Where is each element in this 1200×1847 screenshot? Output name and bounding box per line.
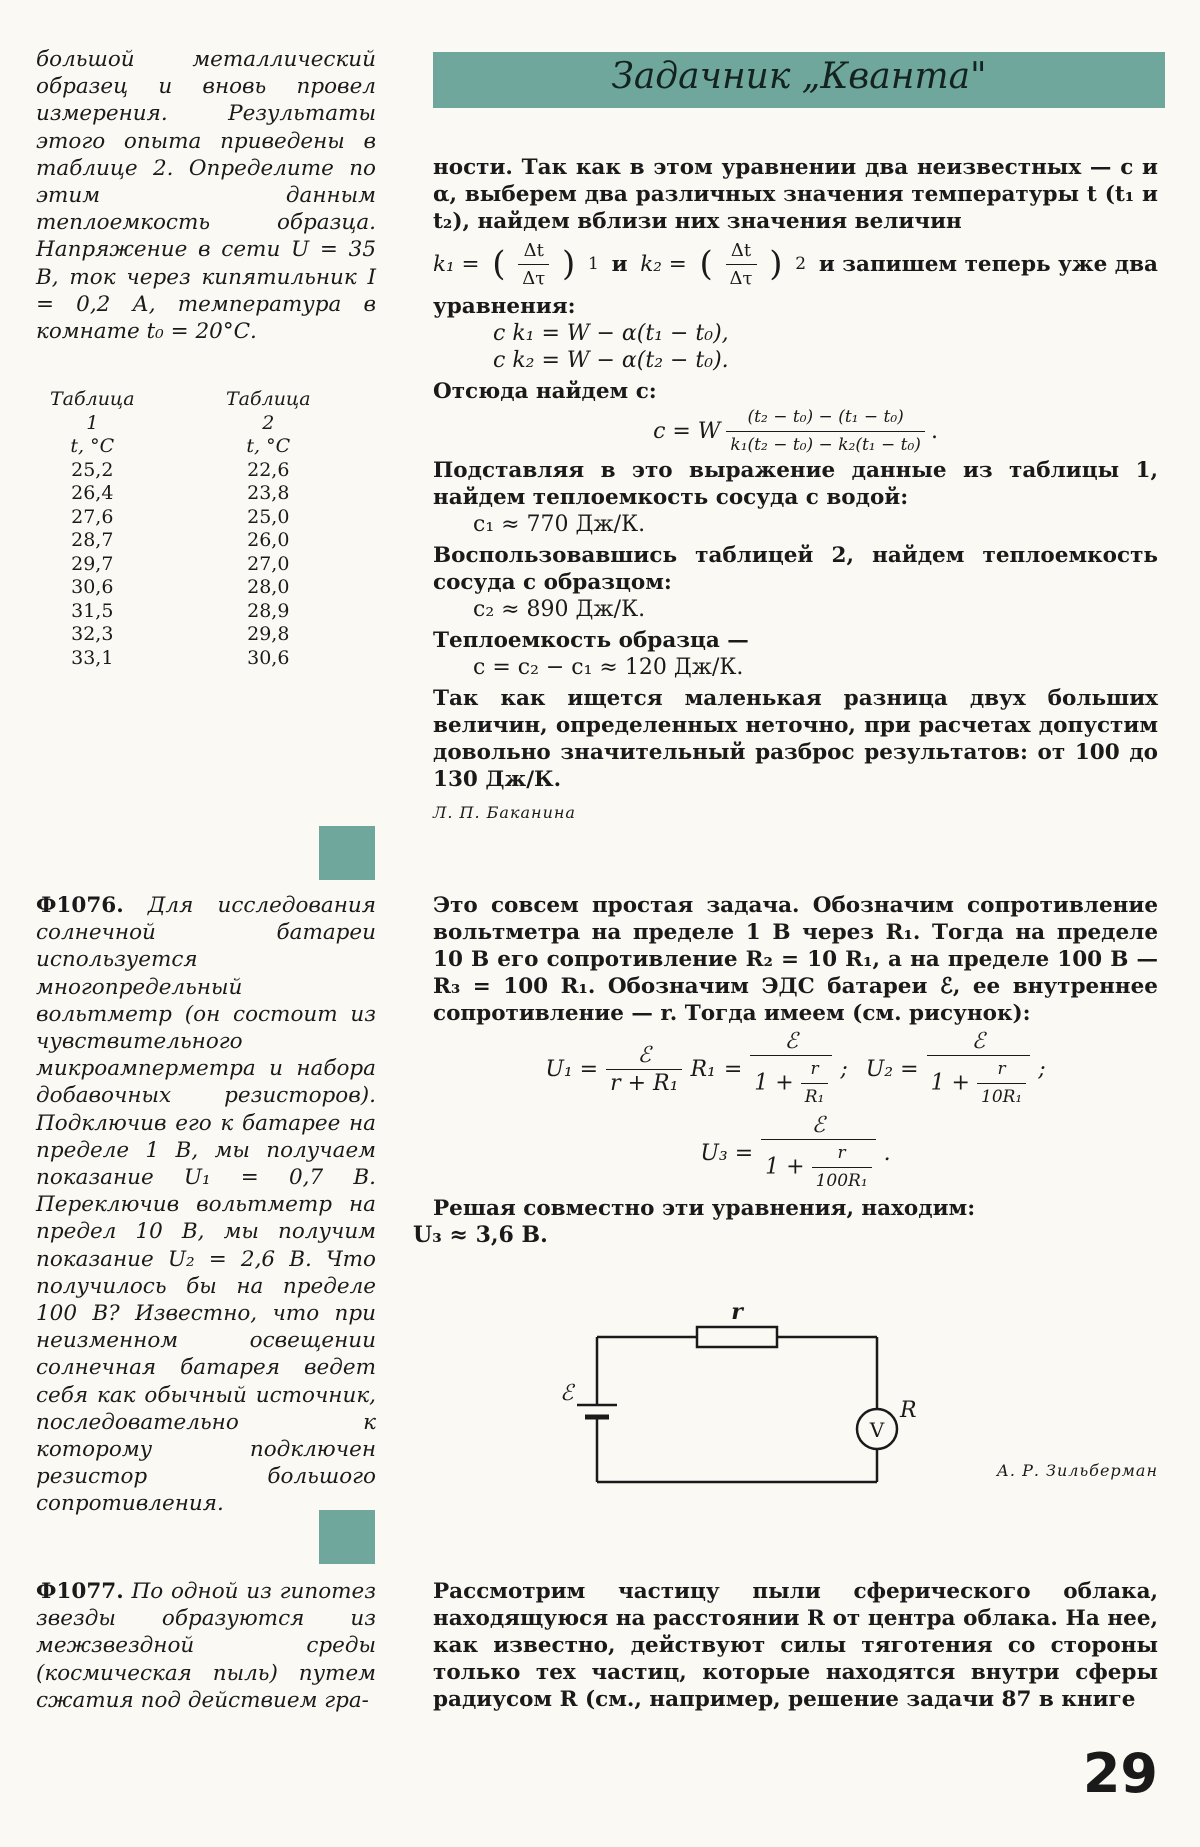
- table-2-cell: 27,0: [247, 552, 290, 575]
- equation: c k₂ = W − α(t₂ − t₀).: [493, 348, 729, 373]
- k2-label: k₂ =: [640, 251, 687, 277]
- table-1-cell: 30,6: [71, 576, 114, 598]
- table-2: [226, 388, 311, 670]
- table-2-cell: 22,6: [247, 458, 290, 481]
- emf-label: ℰ: [560, 1381, 574, 1406]
- author-signature: А. Р. Зильберман: [996, 1461, 1158, 1480]
- table-1: [50, 388, 135, 670]
- table-2-cell: 26,0: [247, 529, 290, 551]
- paragraph: Решая совместно эти уравнения, находим:: [433, 1196, 976, 1221]
- table-2-cell: 25,0: [247, 505, 290, 528]
- paragraph: Отсюда найдем c:: [433, 379, 657, 404]
- voltmeter-label: V: [869, 1418, 885, 1442]
- paragraph: Рассмотрим частицу пыли сферического облака, находящуюся на расстоянии R от центра облака. На нее, как известно, действуют силы тяготения со стороны только тех частиц, которые находятся внутри сферы радиусом R (см., например, решение задачи 87 в книге: [433, 1579, 1158, 1712]
- table-1-cell: 28,7: [71, 529, 114, 551]
- solution-heat-capacity: [433, 154, 1158, 826]
- table-2-title: Таблица 2: [226, 388, 311, 434]
- table-2-cell: 23,8: [247, 482, 290, 504]
- table-1-cell: 29,7: [71, 552, 114, 575]
- problem-number: Ф1077.: [36, 1579, 124, 1604]
- fraction-dt-dtau-2: $\frac{\Delta t}{\Delta\tau}$: [726, 237, 757, 292]
- table-1-cell: 27,6: [71, 505, 114, 528]
- equation-c: c = W $\frac{\text{(t₂ − t₀) − (t₁ − t₀)}}{\text{k₁(t₂ − t₀) − k₂(t₁ − t₀)}}$ .: [433, 405, 1158, 457]
- equation-u3: U₃ = ℰ 1 + $\frac{r}{\text{100R₁}}$ .: [700, 1112, 891, 1191]
- table-2-cell: 29,8: [247, 623, 290, 645]
- paragraph: уравнения:: [433, 294, 576, 319]
- paragraph: Теплоемкость образца —: [433, 628, 749, 653]
- equation: c k₁ = W − α(t₁ − t₀),: [493, 321, 729, 346]
- paragraph: Подставляя в это выражение данные из таблицы 1, найдем теплоемкость сосуда с водой:: [433, 458, 1158, 510]
- author-signature: Л. П. Баканина: [433, 803, 576, 822]
- k-definition-line: k₁ = ( $\frac{\Delta t}{\Delta\tau}$ ) 1 и k₂ = ( $\frac{\Delta t}{\Delta\tau}$ ) 2 и запишем теперь уже два: [433, 235, 1158, 293]
- section-header-band: [433, 52, 1165, 108]
- paragraph: Воспользовавшись таблицей 2, найдем теплоемкость сосуда с образцом:: [433, 543, 1158, 595]
- k-line-tail: и запишем теперь уже два: [818, 251, 1158, 277]
- paragraph: Так как ищется маленькая разница двух больших величин, определенных неточно, при расчетах допустим довольно значительный разброс результатов: от 100 до 130 Дж/К.: [433, 686, 1158, 792]
- solution-solar-battery: [413, 892, 1158, 1249]
- resistor-r: [697, 1327, 777, 1347]
- solution-dust-cloud: [433, 1578, 1158, 1713]
- table-1-cell: 32,3: [71, 623, 114, 645]
- section-marker: [319, 1510, 375, 1564]
- fraction-c: $\frac{\text{(t₂ − t₀) − (t₁ − t₀)}}{\text{k₁(t₂ − t₀) − k₂(t₁ − t₀)}}$: [726, 404, 925, 459]
- table-1-cell: 26,4: [71, 482, 114, 504]
- section-header-title: Задачник „Кванта": [611, 56, 987, 97]
- table-2-cell: 28,9: [247, 599, 290, 622]
- k1-label: k₁ =: [433, 251, 480, 277]
- problem-intro-text: большой металлический образец и вновь провел измерения. Результаты этого опыта приведены в таблице 2. Определите по этим данным теплоемкость образца. Напряжение в сети U = 35 В, ток через кипятильник I = 0,2 А, температура в комнате t₀ = 20°С.: [36, 47, 376, 345]
- table-1-cell: 25,2: [71, 458, 114, 481]
- table-2-cell: 30,6: [247, 646, 290, 669]
- table-1-cell: 33,1: [71, 646, 114, 669]
- fraction-dt-dtau-1: $\frac{\Delta t}{\Delta\tau}$: [518, 237, 549, 292]
- problem-text: По одной из гипотез звезды образуются из межзвездной среды (космическая пыль) путем сжатия под действием гра-: [36, 1579, 376, 1713]
- table-1-cell: 31,5: [71, 599, 114, 622]
- equation: c₂ ≈ 890 Дж/К.: [473, 597, 646, 622]
- problem-text: Для исследования солнечной батареи используется многопредельный вольтметр (он состоит из чувствительного микроамперметра и набора добавочных резисторов). Подключив его к батарее на пределе 1 В, мы получаем показание U₁ = 0,7 В. Переключив вольтметр на предел 10 В, мы получим показание U₂ = 2,6 В. Что получилось бы на пределе 100 В? Известно, что при неизменном освещении солнечная батарея ведет себя как обычный источник, последовательно к которому подключен резистор большого сопротивления.: [36, 893, 376, 1517]
- equation: c = c₂ − c₁ ≈ 120 Дж/К.: [473, 655, 744, 680]
- section-marker: [319, 826, 375, 880]
- resistor-label: r: [731, 1300, 743, 1325]
- page-number: 29: [1082, 1742, 1158, 1805]
- paragraph: Это совсем простая задача. Обозначим сопротивление вольтметра на пределе 1 В через R₁. Тогда на пределе 10 В его сопротивление R₂ = 10 R₁, а на пределе 100 В — R₃ = 100 R₁. Обозначим ЭДС батареи ℰ, ее внутреннее сопротивление — r. Тогда имеем (см. рисунок):: [433, 893, 1158, 1026]
- paragraph: ности. Так как в этом уравнении два неизвестных — c и α, выберем два различных значения температуры t (t₁ и t₂), найдем вблизи них значения величин: [433, 155, 1158, 234]
- table-1-col-head: t, °С: [70, 435, 115, 457]
- equations-u1-u2: U₁ = $\frac{\text{ℰ}}{\text{r + R₁}}$ R₁ = ℰ 1 + $\frac{r}{\text{R₁}}$ ; U₂ = ℰ 1 + $\frac{r}{\text{10R₁}}$ ;: [545, 1028, 1046, 1107]
- problem-f1077: [36, 1578, 376, 1714]
- equation: c₁ ≈ 770 Дж/К.: [473, 512, 646, 537]
- and-word: и: [611, 251, 628, 277]
- table-2-col-head: t, °С: [246, 435, 291, 457]
- equation: U₃ ≈ 3,6 В.: [413, 1222, 548, 1248]
- table-2-cell: 28,0: [247, 576, 290, 598]
- problem-number: Ф1076.: [36, 893, 124, 918]
- table-1-title: Таблица 1: [50, 388, 135, 434]
- voltmeter-resistance-label: R: [900, 1398, 917, 1423]
- circuit-diagram: [560, 1300, 920, 1500]
- problem-f1076: [36, 892, 376, 1518]
